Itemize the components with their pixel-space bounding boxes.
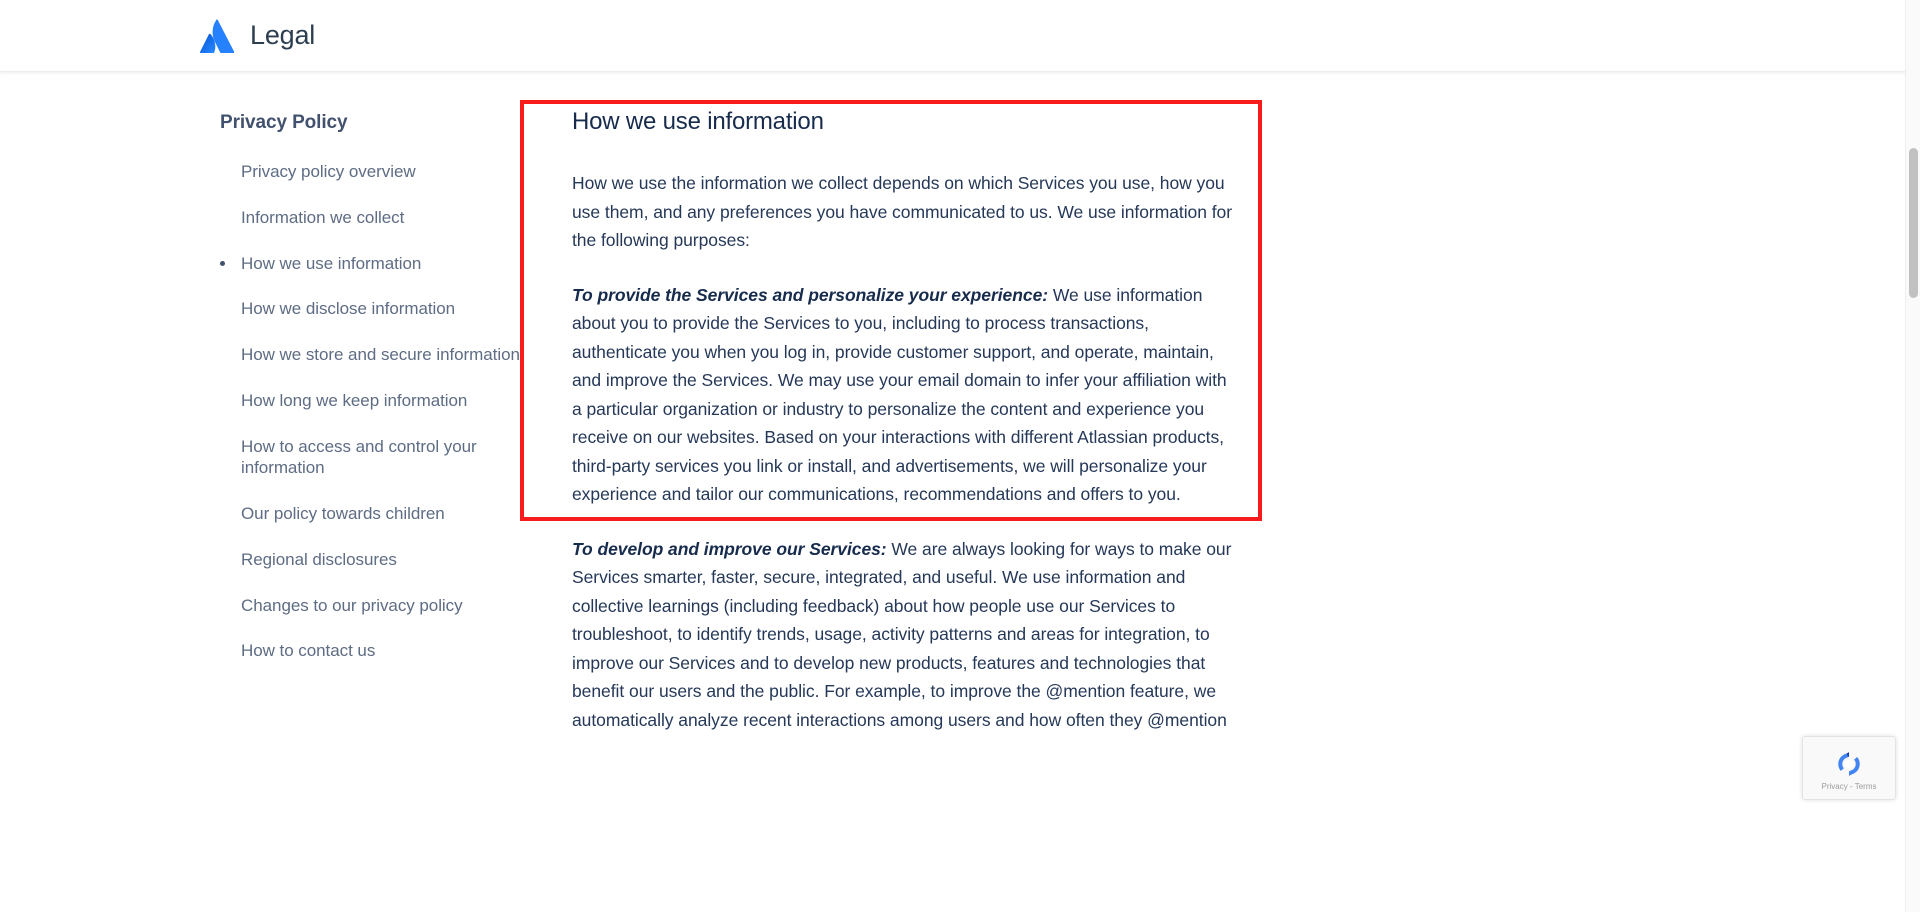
- recaptcha-privacy-terms-label[interactable]: Privacy - Terms: [1821, 781, 1877, 791]
- recaptcha-logo-icon: [1834, 749, 1864, 779]
- page-title: How we use information: [572, 108, 824, 135]
- sidebar-item-label[interactable]: Changes to our privacy policy: [241, 595, 463, 615]
- paragraph-provide-services: [546, 281, 1240, 509]
- paragraph-provide-services-body: We use information about you to provide the Services to you, including to process transactions, authenticate you when you log in, provide customer support, and operate, maintain, and improve the Services. We may use your email domain to infer your affiliation with a particular organization or industry to personalize the content and experience you receive on our websites. Based on your interactions with different Atlassian products, third-party services you link or install, and advertisements, we will personalize your experience and tailor our communications, recommendations and offers to you.: [572, 284, 1227, 505]
- sidebar-item-label[interactable]: Privacy policy overview: [241, 162, 416, 181]
- sidebar-item-how-long-we-keep-information[interactable]: [220, 390, 520, 412]
- paragraph-intro: How we use the information we collect depends on which Services you use, how you use them, and any preferences you have communicated to us. We use information for the following purposes:: [572, 173, 1233, 251]
- sidebar-item-label[interactable]: Regional disclosures: [241, 549, 397, 569]
- paragraph-provide-services-lead: To provide the Services and personalize your experience:: [572, 284, 1049, 305]
- sidebar-item-label[interactable]: How we use information: [241, 253, 422, 273]
- sidebar-item-label[interactable]: Information we collect: [241, 207, 405, 227]
- sidebar-item-how-to-contact-us[interactable]: [220, 640, 520, 662]
- sidebar-item-list: [220, 161, 520, 662]
- page-body: [0, 72, 1920, 912]
- sidebar-item-how-we-store-and-secure-information[interactable]: [220, 344, 520, 366]
- sidebar-item-label[interactable]: Our policy towards children: [241, 504, 445, 523]
- sidebar-item-label[interactable]: How we disclose information: [241, 299, 456, 319]
- sidebar-item-our-policy-towards-children[interactable]: [220, 503, 520, 525]
- sidebar-nav: [220, 106, 520, 686]
- paragraph-develop-improve-services-lead: To develop and improve our Services:: [572, 538, 887, 559]
- sidebar-item-regional-disclosures[interactable]: [220, 549, 520, 571]
- sidebar-item-label[interactable]: How long we keep information: [241, 390, 468, 410]
- vertical-scrollbar-thumb[interactable]: [1909, 148, 1918, 298]
- paragraph-develop-improve-services: [546, 535, 1240, 735]
- site-header: [0, 0, 1920, 72]
- sidebar-item-how-to-access-and-control-your-information[interactable]: [220, 436, 520, 480]
- paragraph-develop-improve-services-body: We are always looking for ways to make our Services smarter, faster, secure, integrated, and useful. We use information and collective learnings (including feedback) about how people use our Services to troubleshoot, to identify trends, usage, activity patterns and areas for integration, to improve our Services and to develop new products, features and technologies that benefit our users and the public. For example, to improve the @mention feature, we automatically analyze recent interactions among users and how often they @mention: [572, 538, 1232, 730]
- sidebar-item-label[interactable]: How we store and secure information: [241, 345, 520, 364]
- sidebar-item-how-we-disclose-information[interactable]: [220, 298, 520, 320]
- sidebar-item-privacy-policy-overview[interactable]: [220, 161, 520, 183]
- atlassian-logo-icon: [200, 19, 234, 53]
- vertical-scrollbar-track[interactable]: [1905, 0, 1920, 912]
- sidebar-item-label[interactable]: How to contact us: [241, 641, 376, 661]
- sidebar-item-label[interactable]: How to access and control your information: [241, 436, 477, 478]
- sidebar-item-how-we-use-information[interactable]: [220, 253, 520, 275]
- sidebar-item-changes-to-our-privacy-policy[interactable]: [220, 595, 520, 617]
- main-content: [520, 106, 1240, 760]
- brand-home-link[interactable]: [200, 19, 315, 53]
- sidebar-title: Privacy Policy: [220, 112, 348, 133]
- recaptcha-badge[interactable]: [1802, 736, 1896, 800]
- sidebar-item-information-we-collect[interactable]: [220, 207, 520, 229]
- active-bullet-icon: [220, 261, 225, 266]
- header-title: Legal: [250, 20, 316, 50]
